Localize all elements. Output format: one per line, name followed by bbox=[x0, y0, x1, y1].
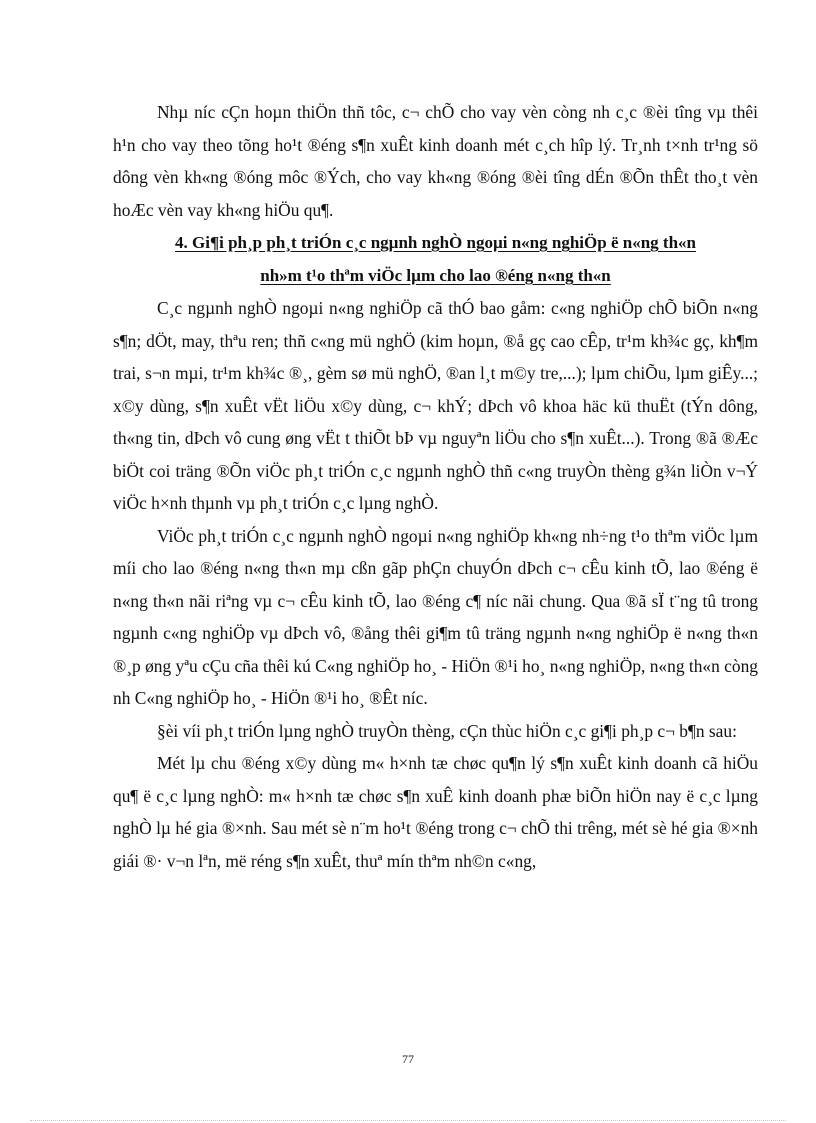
paragraph-nonfarm-sectors: C¸c ngµnh nghÒ ngoµi n«ng nghiÖp cã thÓ bao gåm: c«ng nghiÖp chÕ biÕn n«ng s¶n; dÖt, may, thªu ren; thñ c«ng mü nghÖ (kim hoµn, ®å gç cao cÊp, tr¹m kh¾c gç, kh¶m trai, s¬n mµi, tr¹m kh¾c ®¸, gèm sø mü nghÖ, ®an l¸t m©y tre,...); lµm chiÕu, lµm giÊy...; x©y dùng, s¶n xuÊt vËt liÖu x©y dùng, c¬ khÝ; dÞch vô khoa häc kü thuËt (tÝn dông, th«ng tin, dÞch vô cung øng vËt t thiÕt bÞ vµ nguyªn liÖu cho s¶n xuÊt...). Trong ®ã ®Æc biÖt coi träng ®Õn viÖc ph¸t triÓn c¸c ngµnh nghÒ thñ c«ng truyÒn thèng g¾n liÒn v¬Ý viÖc h×nh thµnh vµ ph¸t triÓn c¸c lµng nghÒ. bbox=[113, 298, 758, 513]
paragraph-economic-shift: ViÖc ph¸t triÓn c¸c ngµnh nghÒ ngoµi n«ng nghiÖp kh«ng nh÷ng t¹o thªm viÖc lµm míi cho lao ®éng n«ng th«n mµ cßn gãp phÇn chuyÓn dÞch c¬ cÊu kinh tÕ, lao ®éng ë n«ng th«n nãi riªng vµ c¬ cÊu kinh tÕ, lao ®éng c¶ níc nãi chung. Qua ®ã sÏ t¨ng tû trong ngµnh c«ng nghiÖp vµ dÞch vô, ®ång thêi gi¶m tû träng ngµnh n«ng nghiÖp ë n«ng th«n ®¸p øng yªu cÇu cña thêi kú C«ng nghiÖp ho¸ - HiÖn ®¹i ho¸ n«ng nghiÖp, n«ng th«n còng nh C«ng nghiÖp ho¸ - HiÖn ®¹i ho¸ ®Êt níc. bbox=[113, 525, 758, 708]
paragraph-credit-procedures: Nhµ níc cÇn hoµn thiÖn thñ tôc, c¬ chÕ cho vay vèn còng nh c¸c ®èi tîng vµ thêi h¹n cho vay theo tõng ho¹t ®éng s¶n xuÊt kinh doanh mét c¸ch hîp lý. Tr¸nh t×nh tr¹ng sö dông vèn kh«ng ®óng môc ®Ých, cho vay kh«ng ®óng ®èi tîng dÉn ®Õn thÊt tho¸t vèn hoÆc vèn vay kh«ng hiÖu qu¶. bbox=[113, 102, 758, 220]
paragraph-management-model: Mét lµ chu ®éng x©y dùng m« h×nh tæ chøc qu¶n lý s¶n xuÊt kinh doanh cã hiÖu qu¶ ë c¸c lµng nghÒ: m« h×nh tæ chøc s¶n xuÊ kinh doanh phæ biÕn hiÖn nay ë c¸c lµng nghÒ lµ hé gia ®×nh. Sau mét sè n¨m ho¹t ®éng trong c¬ chÕ thi trêng, mét sè hé gia ®×nh giái ®· v¬n lªn, më réng s¶n xuÊt, thuª mín thªm nh©n c«ng, bbox=[113, 753, 758, 871]
section-heading-line-2: nh»m t¹o thªm viÖc lµm cho lao ®éng n«ng th«n bbox=[260, 266, 611, 285]
page-number: 77 bbox=[402, 1052, 414, 1066]
bottom-divider bbox=[30, 1120, 786, 1121]
section-heading bbox=[113, 226, 758, 292]
paragraph-traditional-villages: §èi víi ph¸t triÓn lµng nghÒ truyÒn thèng, cÇn thùc hiÖn c¸c gi¶i ph¸p c¬ b¶n sau: bbox=[157, 720, 737, 741]
page-body bbox=[113, 96, 758, 877]
section-heading-line-1: 4. Gi¶i ph¸p ph¸t triÓn c¸c ngµnh nghÒ ngoµi n«ng nghiÖp ë n«ng th«n bbox=[175, 233, 696, 252]
